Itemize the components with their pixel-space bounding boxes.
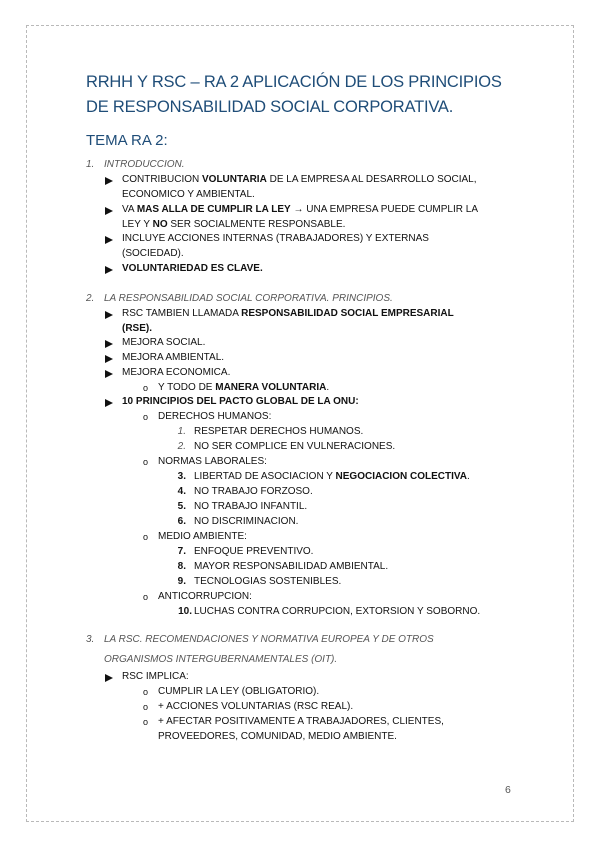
circle-bullet-icon: o — [143, 383, 149, 393]
s1-heading: INTRODUCCION. — [104, 159, 185, 170]
principle-item: NO SER COMPLICE EN VULNERACIONES. — [194, 441, 396, 452]
circle-bullet-icon: o — [143, 687, 149, 697]
s2-bullet-2: MEJORA SOCIAL. — [122, 337, 206, 348]
s1-bullet-1: CONTRIBUCION VOLUNTARIA DE LA EMPRESA AL DESARROLLO SOCIAL, — [122, 174, 477, 185]
principle-item: RESPETAR DERECHOS HUMANOS. — [194, 426, 364, 437]
s2-bullet-3: MEJORA AMBIENTAL. — [122, 352, 225, 363]
group-normas-laborales: NORMAS LABORALES: — [158, 456, 267, 467]
group-medio-ambiente: MEDIO AMBIENTE: — [158, 531, 247, 542]
circle-bullet-icon: o — [143, 457, 149, 467]
arrow-bullet-icon — [105, 340, 113, 348]
principle-item: MAYOR RESPONSABILIDAD AMBIENTAL. — [194, 561, 389, 572]
circle-bullet-icon: o — [143, 702, 149, 712]
s2-bullet-1-line2: (RSE). — [122, 323, 152, 334]
s3-sub-item: + ACCIONES VOLUNTARIAS (RSC REAL). — [158, 701, 354, 712]
principle-item: LIBERTAD DE ASOCIACION Y NEGOCIACION COLECTIVA. — [194, 471, 470, 482]
arrow-bullet-icon — [105, 674, 113, 682]
principle-item: TECNOLOGIAS SOSTENIBLES. — [194, 576, 342, 587]
principle-number: 8. — [177, 561, 186, 572]
principle-number: 9. — [177, 576, 186, 587]
arrow-bullet-icon — [105, 355, 113, 363]
principle-item: NO TRABAJO FORZOSO. — [194, 486, 313, 497]
arrow-bullet-icon — [105, 177, 113, 185]
s2-number: 2. — [86, 293, 95, 304]
s1-bullet-4: VOLUNTARIEDAD ES CLAVE. — [122, 263, 263, 274]
circle-bullet-icon: o — [143, 592, 149, 602]
s1-bullet-3: INCLUYE ACCIONES INTERNAS (TRABAJADORES) Y EXTERNAS — [122, 233, 429, 244]
s1-number: 1. — [86, 159, 95, 170]
group-derechos-humanos: DERECHOS HUMANOS: — [158, 411, 272, 422]
s2-bullet-4-sub: Y TODO DE MANERA VOLUNTARIA. — [158, 382, 330, 393]
s3-sub-item-line2: PROVEEDORES, COMUNIDAD, MEDIO AMBIENTE. — [158, 731, 397, 742]
document-title: RRHH Y RSC – RA 2 APLICACIÓN DE LOS PRINCIPIOS DE RESPONSABILIDAD SOCIAL CORPORATIVA. — [86, 73, 502, 116]
s1-bullet-3-line2: (SOCIEDAD). — [122, 248, 184, 259]
section-subtitle: TEMA RA 2: — [86, 132, 168, 149]
arrow-bullet-icon — [105, 311, 113, 319]
s1-bullet-1-line2: ECONOMICO Y AMBIENTAL. — [122, 189, 255, 200]
arrow-bullet-icon — [105, 236, 113, 244]
circle-bullet-icon: o — [143, 717, 149, 727]
s2-bullet-1: RSC TAMBIEN LLAMADA RESPONSABILIDAD SOCIAL EMPRESARIAL — [122, 308, 454, 319]
principle-item: ENFOQUE PREVENTIVO. — [194, 546, 314, 557]
s3-bullet-1: RSC IMPLICA: — [122, 671, 189, 682]
circle-bullet-icon: o — [143, 412, 149, 422]
s2-heading: LA RESPONSABILIDAD SOCIAL CORPORATIVA. PRINCIPIOS. — [104, 293, 393, 304]
principle-number: 5. — [177, 501, 186, 512]
s3-sub-item: + AFECTAR POSITIVAMENTE A TRABAJADORES, CLIENTES, — [158, 716, 444, 727]
s1-bullet-2-line2: LEY Y NO SER SOCIALMENTE RESPONSABLE. — [122, 219, 346, 230]
principle-item: NO DISCRIMINACION. — [194, 516, 299, 527]
principle-number: 4. — [177, 486, 186, 497]
s2-bullet-4: MEJORA ECONOMICA. — [122, 367, 231, 378]
circle-bullet-icon: o — [143, 532, 149, 542]
arrow-bullet-icon — [105, 399, 113, 407]
s2-bullet-5: 10 PRINCIPIOS DEL PACTO GLOBAL DE LA ONU: — [122, 396, 359, 407]
principle-number: 1. — [177, 426, 186, 437]
principle-item: NO TRABAJO INFANTIL. — [194, 501, 308, 512]
s3-heading: LA RSC. RECOMENDACIONES Y NORMATIVA EUROPEA Y DE OTROS — [104, 634, 434, 645]
s3-sub-item: CUMPLIR LA LEY (OBLIGATORIO). — [158, 686, 320, 697]
principle-item: LUCHAS CONTRA CORRUPCION, EXTORSION Y SOBORNO. — [194, 606, 481, 617]
principle-number: 6. — [177, 516, 186, 527]
principle-number: 3. — [177, 471, 186, 482]
s1-bullet-2: VA MAS ALLA DE CUMPLIR LA LEY → UNA EMPRESA PUEDE CUMPLIR LA — [122, 204, 478, 215]
principle-number: 7. — [177, 546, 186, 557]
arrow-bullet-icon — [105, 207, 113, 215]
arrow-bullet-icon — [105, 266, 113, 274]
page-number: 6 — [505, 784, 511, 796]
principle-number: 2. — [177, 441, 186, 452]
group-anticorrupcion: ANTICORRUPCION: — [158, 591, 252, 602]
principle-number: 10. — [178, 606, 192, 617]
s3-number: 3. — [86, 634, 95, 645]
s3-heading-line2: ORGANISMOS INTERGUBERNAMENTALES (OIT). — [104, 654, 338, 665]
arrow-bullet-icon — [105, 370, 113, 378]
